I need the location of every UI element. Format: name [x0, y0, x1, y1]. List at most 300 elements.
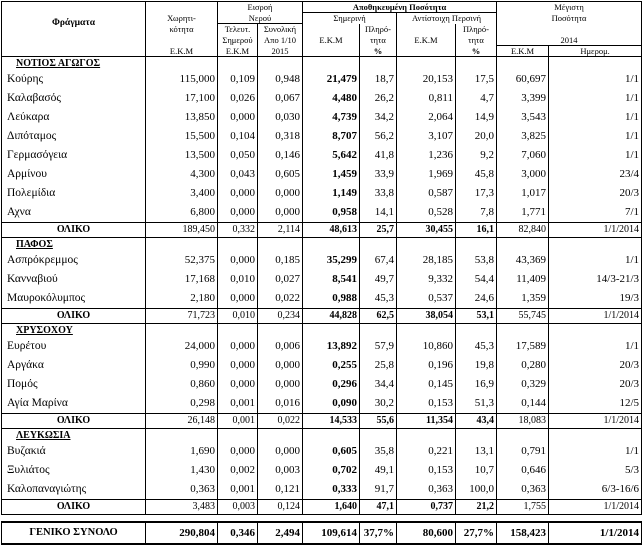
- cell-ekm: 0,988: [303, 289, 360, 309]
- cell-cap: 0,990: [146, 356, 218, 375]
- cell-ppct: 21,2: [456, 500, 497, 515]
- cell-name: Κούρης: [2, 70, 146, 89]
- cell-ekm: 13,892: [303, 337, 360, 356]
- region-blank-cell: [549, 429, 642, 443]
- cell-name: Λεύκαρα: [2, 108, 146, 127]
- total-inflow-header: Συνολική: [258, 24, 303, 35]
- table-row: [2, 461, 642, 480]
- cell-ppct: 51,3: [456, 394, 497, 414]
- cell-date: 1/1/2014: [549, 223, 642, 238]
- cell-ekm: 0,605: [303, 442, 360, 461]
- cell-pct: 49,1: [360, 461, 397, 480]
- cell-cap: 71,723: [146, 309, 218, 324]
- cell-cap: 2,180: [146, 289, 218, 309]
- cell-pekm: 0,153: [397, 394, 456, 414]
- cell-max: 1,359: [497, 289, 549, 309]
- region-header-row: [2, 429, 642, 443]
- cell-pct: 55,6: [360, 414, 397, 429]
- cell-name: Γερμασόγεια: [2, 146, 146, 165]
- total-inflow-header-2: Απο 1/10: [258, 35, 303, 46]
- cell-name: Βυζακιά: [2, 442, 146, 461]
- table-row: [2, 442, 642, 461]
- cell-tot: 0,185: [258, 251, 303, 270]
- cell-last: 0,001: [218, 414, 258, 429]
- cell-ppct: 53,1: [456, 309, 497, 324]
- cell-max: 0,329: [497, 375, 549, 394]
- cell-date: 5/3: [549, 461, 642, 480]
- cell-ppct: 17,5: [456, 70, 497, 89]
- cell-date: 1/1: [549, 127, 642, 146]
- cell-tot: 2,494: [258, 522, 303, 544]
- cell-tot: 0,146: [258, 146, 303, 165]
- cell-date: 6/3-16/6: [549, 480, 642, 500]
- cell-pekm: 0,153: [397, 461, 456, 480]
- cell-pct: 33,8: [360, 184, 397, 203]
- cell-last: 0,000: [218, 184, 258, 203]
- capacity-header: Χωρητι-: [146, 13, 218, 24]
- cell-pct: 57,9: [360, 337, 397, 356]
- cell-ppct: 45,8: [456, 165, 497, 184]
- today-ekm-header: Ε.Κ.Μ: [303, 35, 360, 46]
- cell-max: 1,755: [497, 500, 549, 515]
- cell-pekm: 1,969: [397, 165, 456, 184]
- cell-ekm: 8,707: [303, 127, 360, 146]
- cell-pekm: 11,354: [397, 414, 456, 429]
- cell-pct: 25,7: [360, 223, 397, 238]
- cell-ekm: 0,702: [303, 461, 360, 480]
- region-blank-cell: [456, 57, 497, 71]
- cell-max: 17,589: [497, 337, 549, 356]
- cell-cap: 3,483: [146, 500, 218, 515]
- total-inflow-year-header: 2015: [258, 46, 303, 57]
- cell-name: Αργάκα: [2, 356, 146, 375]
- inflow-water-header: Νερού: [218, 13, 303, 24]
- cell-cap: 17,100: [146, 89, 218, 108]
- cell-tot: 0,605: [258, 165, 303, 184]
- cell-max: 0,791: [497, 442, 549, 461]
- cell-pct: 91,7: [360, 480, 397, 500]
- cell-date: 1/1/2014: [549, 500, 642, 515]
- cell-pekm: 0,528: [397, 203, 456, 223]
- region-blank-cell: [456, 324, 497, 338]
- region-blank-cell: [497, 238, 549, 252]
- cell-ekm: 4,739: [303, 108, 360, 127]
- cell-last: 0,010: [218, 309, 258, 324]
- cell-ppct: 9,2: [456, 146, 497, 165]
- last-inflow-header: Τελευτ.: [218, 24, 258, 35]
- cell-ppct: 7,8: [456, 203, 497, 223]
- cell-ppct: 16,1: [456, 223, 497, 238]
- cell-ekm: 0,958: [303, 203, 360, 223]
- cell-pct: 47,1: [360, 500, 397, 515]
- cell-cap: 26,148: [146, 414, 218, 429]
- cell-date: 1/1: [549, 146, 642, 165]
- cell-pekm: 80,600: [397, 522, 456, 544]
- cell-last: 0,000: [218, 108, 258, 127]
- region-blank-cell: [456, 238, 497, 252]
- cell-date: 1/1/2014: [549, 309, 642, 324]
- cell-tot: 0,124: [258, 500, 303, 515]
- cell-pekm: 0,221: [397, 442, 456, 461]
- cell-cap: 3,400: [146, 184, 218, 203]
- dam-table: [1, 1, 642, 545]
- cell-date: 1/1: [549, 70, 642, 89]
- cell-last: 0,104: [218, 127, 258, 146]
- cell-ekm: 48,613: [303, 223, 360, 238]
- cell-name: ΟΛΙΚΟ: [2, 500, 146, 515]
- last-year-pct-header: %: [456, 46, 497, 57]
- region-blank-cell: [397, 57, 456, 71]
- cell-name: Αρμίνου: [2, 165, 146, 184]
- cell-ppct: 16,9: [456, 375, 497, 394]
- table-row: [2, 127, 642, 146]
- cell-tot: 2,114: [258, 223, 303, 238]
- cell-cap: 24,000: [146, 337, 218, 356]
- cell-max: 55,745: [497, 309, 549, 324]
- cell-last: 0,001: [218, 394, 258, 414]
- cell-last: 0,000: [218, 203, 258, 223]
- region-blank-cell: [146, 238, 218, 252]
- region-name: ΝΟΤΙΟΣ ΑΓΩΓΟΣ: [2, 57, 146, 71]
- region-blank-cell: [497, 324, 549, 338]
- cell-ppct: 45,3: [456, 337, 497, 356]
- dam-storage-report: [1, 1, 643, 545]
- cell-name: ΓΕΝΙΚΟ ΣΥΝΟΛΟ: [2, 522, 146, 544]
- table-body: [2, 57, 642, 545]
- cell-ppct: 14,9: [456, 108, 497, 127]
- table-row: [2, 165, 642, 184]
- region-blank-cell: [397, 429, 456, 443]
- cell-last: 0,050: [218, 146, 258, 165]
- cell-ppct: 53,8: [456, 251, 497, 270]
- cell-ekm: 4,480: [303, 89, 360, 108]
- cell-ekm: 0,090: [303, 394, 360, 414]
- cell-date: 1/1: [549, 89, 642, 108]
- last-inflow-header-2: Σημερού: [218, 35, 258, 46]
- cell-date: 14/3-21/3: [549, 270, 642, 289]
- cell-max: 0,363: [497, 480, 549, 500]
- region-blank-cell: [218, 429, 258, 443]
- cell-pekm: 20,153: [397, 70, 456, 89]
- capacity-unit-header: Ε.Κ.Μ: [146, 46, 218, 57]
- region-blank-cell: [456, 429, 497, 443]
- region-blank-cell: [258, 238, 303, 252]
- region-blank-cell: [146, 324, 218, 338]
- region-total-row: [2, 309, 642, 324]
- cell-date: 19/3: [549, 289, 642, 309]
- cell-pct: 33,9: [360, 165, 397, 184]
- cell-last: 0,026: [218, 89, 258, 108]
- cell-name: Κανναβιού: [2, 270, 146, 289]
- cell-last: 0,000: [218, 337, 258, 356]
- cell-pekm: 10,860: [397, 337, 456, 356]
- cell-date: 1/1: [549, 442, 642, 461]
- cell-pekm: 0,196: [397, 356, 456, 375]
- cell-pekm: 1,236: [397, 146, 456, 165]
- cell-max: 3,825: [497, 127, 549, 146]
- grand-total-row: [2, 522, 642, 544]
- cell-ppct: 17,3: [456, 184, 497, 203]
- table-row: [2, 146, 642, 165]
- region-blank-cell: [360, 324, 397, 338]
- cell-pekm: 0,145: [397, 375, 456, 394]
- cell-last: 0,003: [218, 500, 258, 515]
- cell-ekm: 1,640: [303, 500, 360, 515]
- cell-pct: 18,7: [360, 70, 397, 89]
- cell-cap: 290,804: [146, 522, 218, 544]
- region-blank-cell: [549, 324, 642, 338]
- cell-ekm: 35,299: [303, 251, 360, 270]
- cell-tot: 0,000: [258, 356, 303, 375]
- cell-cap: 4,300: [146, 165, 218, 184]
- cell-date: 23/4: [549, 165, 642, 184]
- spacer-row: [2, 515, 642, 523]
- cell-tot: 0,000: [258, 375, 303, 394]
- cell-last: 0,000: [218, 442, 258, 461]
- cell-max: 3,399: [497, 89, 549, 108]
- capacity-header-2: κότητα: [146, 24, 218, 35]
- today-fill-header-2: τητα: [360, 35, 397, 46]
- table-row: [2, 108, 642, 127]
- cell-tot: 0,234: [258, 309, 303, 324]
- cell-last: 0,346: [218, 522, 258, 544]
- cell-ekm: 14,533: [303, 414, 360, 429]
- cell-tot: 0,067: [258, 89, 303, 108]
- region-blank-cell: [218, 238, 258, 252]
- cell-cap: 52,375: [146, 251, 218, 270]
- table-row: [2, 356, 642, 375]
- cell-pct: 34,2: [360, 108, 397, 127]
- cell-cap: 0,363: [146, 480, 218, 500]
- dam-column-header: Φράγματα: [2, 2, 146, 46]
- region-total-row: [2, 500, 642, 515]
- region-blank-cell: [303, 324, 360, 338]
- region-blank-cell: [218, 57, 258, 71]
- table-header: [2, 2, 642, 57]
- cell-name: Ευρέτου: [2, 337, 146, 356]
- region-header-row: [2, 238, 642, 252]
- cell-last: 0,332: [218, 223, 258, 238]
- cell-date: 1/1/2014: [549, 414, 642, 429]
- cell-pct: 34,4: [360, 375, 397, 394]
- cell-name: Πολεμίδια: [2, 184, 146, 203]
- cell-ppct: 100,0: [456, 480, 497, 500]
- region-blank-cell: [360, 57, 397, 71]
- cell-ppct: 4,7: [456, 89, 497, 108]
- cell-name: Μαυροκόλυμπος: [2, 289, 146, 309]
- cell-max: 158,423: [497, 522, 549, 544]
- cell-tot: 0,000: [258, 203, 303, 223]
- cell-date: 7/1: [549, 203, 642, 223]
- table-row: [2, 184, 642, 203]
- cell-max: 60,697: [497, 70, 549, 89]
- region-blank-cell: [258, 429, 303, 443]
- table-row: [2, 70, 642, 89]
- region-blank-cell: [549, 238, 642, 252]
- region-name: ΠΑΦΟΣ: [2, 238, 146, 252]
- region-blank-cell: [218, 324, 258, 338]
- cell-max: 0,280: [497, 356, 549, 375]
- stored-quantity-header: Αποθηκευμένη Ποσότητα: [303, 2, 497, 13]
- cell-max: 82,840: [497, 223, 549, 238]
- cell-cap: 189,450: [146, 223, 218, 238]
- region-blank-cell: [303, 57, 360, 71]
- region-name: ΛΕΥΚΩΣΙΑ: [2, 429, 146, 443]
- cell-tot: 0,016: [258, 394, 303, 414]
- region-blank-cell: [497, 57, 549, 71]
- cell-ppct: 54,4: [456, 270, 497, 289]
- cell-max: 3,000: [497, 165, 549, 184]
- cell-pekm: 0,363: [397, 480, 456, 500]
- cell-pct: 26,2: [360, 89, 397, 108]
- cell-tot: 0,006: [258, 337, 303, 356]
- cell-max: 3,543: [497, 108, 549, 127]
- region-blank-cell: [549, 57, 642, 71]
- cell-pct: 62,5: [360, 309, 397, 324]
- cell-pekm: 0,737: [397, 500, 456, 515]
- cell-max: 1,017: [497, 184, 549, 203]
- cell-last: 0,000: [218, 375, 258, 394]
- cell-ppct: 19,8: [456, 356, 497, 375]
- cell-tot: 0,000: [258, 442, 303, 461]
- cell-max: 7,060: [497, 146, 549, 165]
- region-blank-cell: [146, 57, 218, 71]
- cell-ekm: 0,255: [303, 356, 360, 375]
- cell-pct: 14,1: [360, 203, 397, 223]
- cell-ekm: 21,479: [303, 70, 360, 89]
- cell-last: 0,109: [218, 70, 258, 89]
- cell-pct: 30,2: [360, 394, 397, 414]
- cell-cap: 13,850: [146, 108, 218, 127]
- cell-ppct: 10,7: [456, 461, 497, 480]
- table-row: [2, 337, 642, 356]
- cell-date: 1/1/2014: [549, 522, 642, 544]
- cell-ekm: 109,614: [303, 522, 360, 544]
- cell-pekm: 0,537: [397, 289, 456, 309]
- cell-pct: 56,2: [360, 127, 397, 146]
- cell-cap: 6,800: [146, 203, 218, 223]
- cell-cap: 1,690: [146, 442, 218, 461]
- cell-max: 0,646: [497, 461, 549, 480]
- region-total-row: [2, 223, 642, 238]
- table-row: [2, 203, 642, 223]
- max-year-header: 2014: [497, 35, 642, 46]
- cell-name: Αχνα: [2, 203, 146, 223]
- cell-pct: 49,7: [360, 270, 397, 289]
- max-date-header: Ημερομ.: [549, 46, 642, 57]
- cell-cap: 13,500: [146, 146, 218, 165]
- cell-pct: 35,8: [360, 442, 397, 461]
- cell-last: 0,001: [218, 480, 258, 500]
- cell-last: 0,043: [218, 165, 258, 184]
- cell-pekm: 9,332: [397, 270, 456, 289]
- cell-cap: 0,298: [146, 394, 218, 414]
- cell-ekm: 1,149: [303, 184, 360, 203]
- cell-max: 0,144: [497, 394, 549, 414]
- cell-cap: 0,860: [146, 375, 218, 394]
- cell-cap: 17,168: [146, 270, 218, 289]
- region-blank-cell: [146, 429, 218, 443]
- max-quantity-header-2: Ποσότητα: [497, 13, 642, 24]
- cell-ppct: 24,6: [456, 289, 497, 309]
- region-blank-cell: [360, 429, 397, 443]
- table-row: [2, 251, 642, 270]
- cell-pekm: 2,064: [397, 108, 456, 127]
- last-year-fill-header: Πληρό-: [456, 24, 497, 35]
- region-blank-cell: [258, 324, 303, 338]
- cell-date: 1/1: [549, 337, 642, 356]
- cell-date: 20/3: [549, 356, 642, 375]
- cell-tot: 0,027: [258, 270, 303, 289]
- cell-date: 1/1: [549, 251, 642, 270]
- max-ekm-header: Ε.Κ.Μ: [497, 46, 549, 57]
- cell-name: Καλαβασός: [2, 89, 146, 108]
- cell-pekm: 38,054: [397, 309, 456, 324]
- cell-tot: 0,121: [258, 480, 303, 500]
- cell-last: 0,000: [218, 251, 258, 270]
- cell-last: 0,000: [218, 356, 258, 375]
- region-header-row: [2, 57, 642, 71]
- cell-pekm: 28,185: [397, 251, 456, 270]
- table-row: [2, 394, 642, 414]
- cell-tot: 0,030: [258, 108, 303, 127]
- cell-tot: 0,022: [258, 414, 303, 429]
- cell-name: ΟΛΙΚΟ: [2, 223, 146, 238]
- table-row: [2, 89, 642, 108]
- region-blank-cell: [258, 57, 303, 71]
- cell-pekm: 3,107: [397, 127, 456, 146]
- cell-max: 18,083: [497, 414, 549, 429]
- cell-name: ΟΛΙΚΟ: [2, 414, 146, 429]
- cell-date: 20/3: [549, 184, 642, 203]
- cell-ppct: 43,4: [456, 414, 497, 429]
- region-blank-cell: [397, 324, 456, 338]
- cell-pekm: 30,455: [397, 223, 456, 238]
- last-year-header: Αντίστοιχη Περσινή: [397, 13, 497, 24]
- table-row: [2, 480, 642, 500]
- cell-ppct: 27,7%: [456, 522, 497, 544]
- cell-cap: 115,000: [146, 70, 218, 89]
- cell-pct: 25,8: [360, 356, 397, 375]
- cell-name: Καλοπαναγιώτης: [2, 480, 146, 500]
- today-header: Σημερινή: [303, 13, 397, 24]
- cell-name: ΟΛΙΚΟ: [2, 309, 146, 324]
- cell-tot: 0,318: [258, 127, 303, 146]
- cell-last: 0,000: [218, 289, 258, 309]
- cell-last: 0,010: [218, 270, 258, 289]
- cell-cap: 1,430: [146, 461, 218, 480]
- cell-ekm: 0,333: [303, 480, 360, 500]
- cell-max: 11,409: [497, 270, 549, 289]
- region-blank-cell: [303, 238, 360, 252]
- cell-max: 1,771: [497, 203, 549, 223]
- cell-ppct: 13,1: [456, 442, 497, 461]
- inflow-header: Εισροή: [218, 2, 303, 13]
- table-row: [2, 375, 642, 394]
- cell-date: 12/5: [549, 394, 642, 414]
- cell-tot: 0,948: [258, 70, 303, 89]
- cell-date: 20/3: [549, 375, 642, 394]
- cell-last: 0,002: [218, 461, 258, 480]
- cell-pct: 45,3: [360, 289, 397, 309]
- cell-tot: 0,022: [258, 289, 303, 309]
- cell-ekm: 5,642: [303, 146, 360, 165]
- region-header-row: [2, 324, 642, 338]
- cell-name: Αγία Μαρίνα: [2, 394, 146, 414]
- last-year-fill-header-2: τητα: [456, 35, 497, 46]
- region-name: ΧΡΥΣΟΧΟΥ: [2, 324, 146, 338]
- region-total-row: [2, 414, 642, 429]
